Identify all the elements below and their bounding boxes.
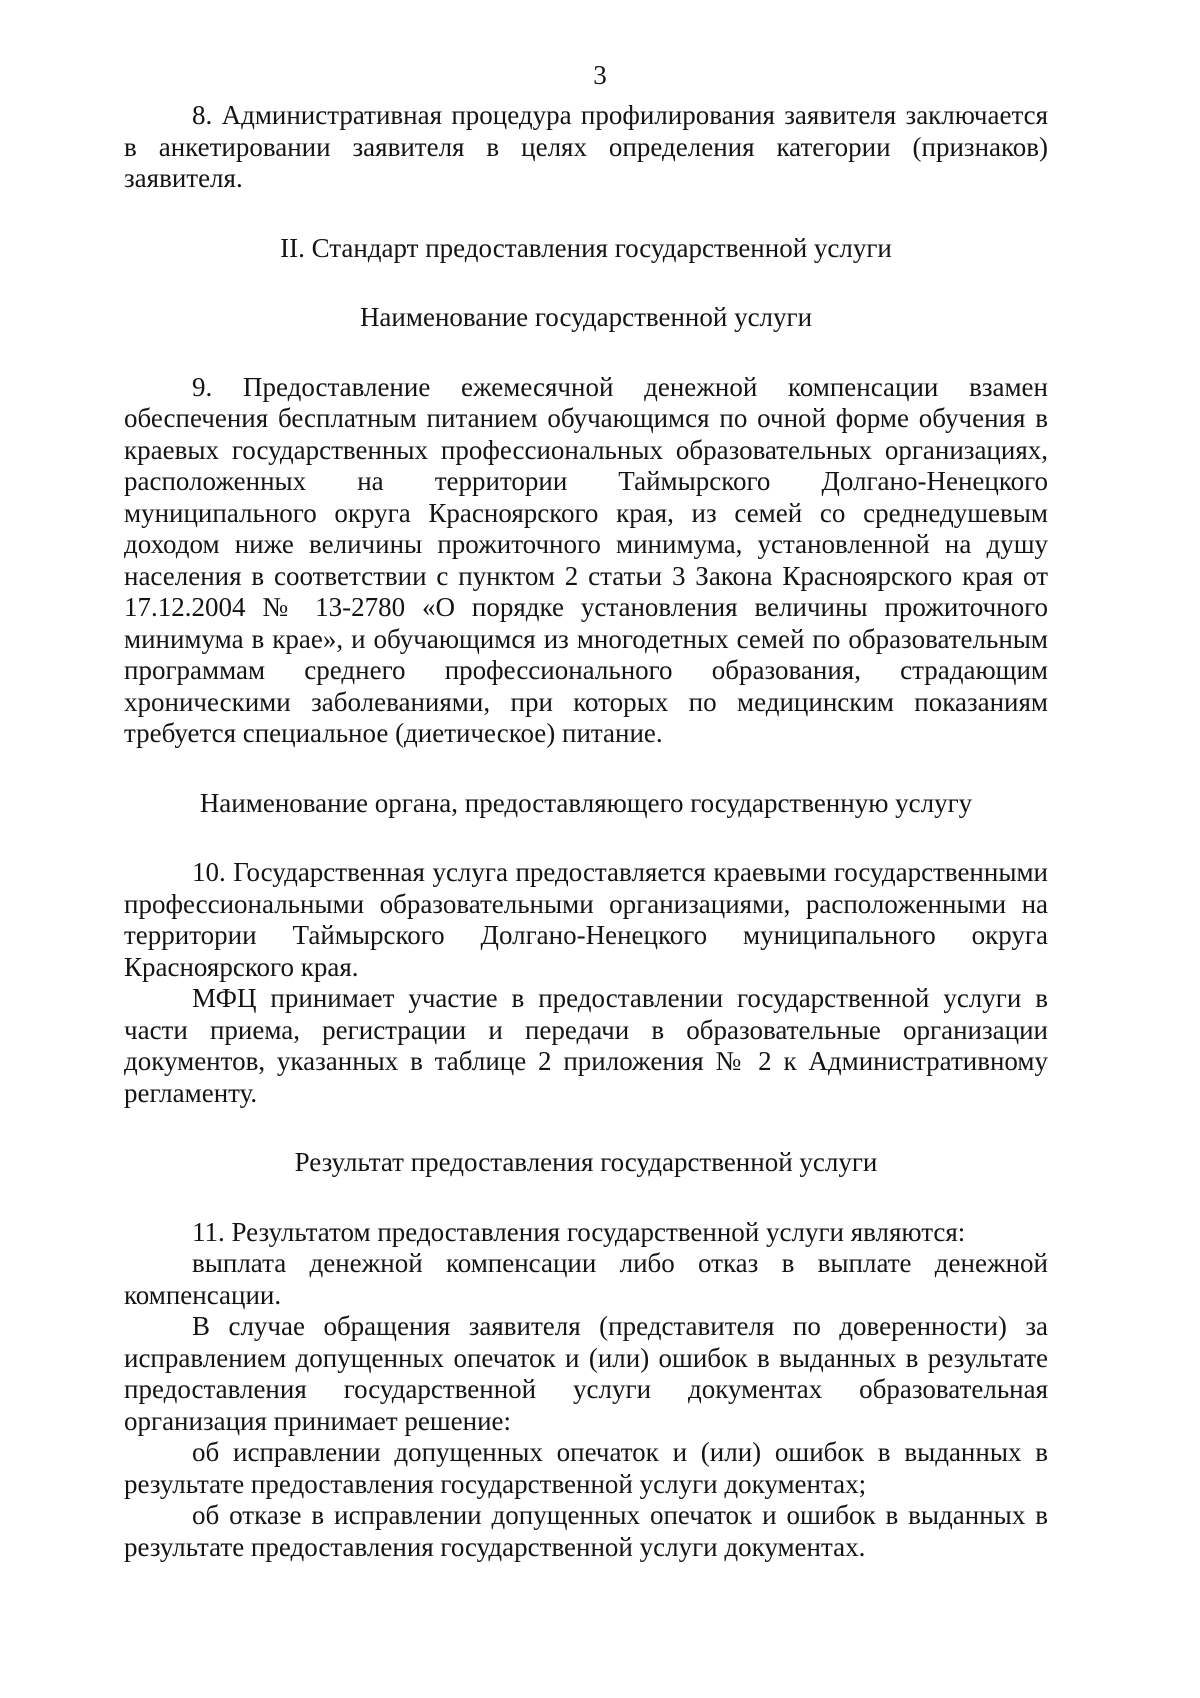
document-body — [124, 100, 1048, 1563]
heading-service-organ: Наименование органа, предоставляющего государственную услугу — [199, 787, 973, 818]
paragraph-11-payment: выплата денежной компенсации либо отказ в выплате денежной компенсации. — [124, 1248, 1048, 1310]
paragraph-11-decision-refuse: об отказе в исправлении допущенных опечаток и ошибок в выданных в результате предоставления государственной услуги документах. — [124, 1500, 1048, 1562]
paragraph-11-decision-fix: об исправлении допущенных опечаток и (или) ошибок в выданных в результате предоставления государственной услуги документах; — [124, 1437, 1048, 1499]
paragraph-9: 9. Предоставление ежемесячной денежной компенсации взамен обеспечения бесплатным питанием обучающимся по очной форме обучения в краевых государственных профессиональных образовательных организациях, расположенных на территории Таймырского Долгано-Ненецкого муниципального округа Красноярского края, из семей со среднедушевым доходом ниже величины прожиточного минимума, установленной на душу населения в соответствии с пунктом 2 статьи 3 Закона Красноярского края от 17.12.2004 № 13-2780 «О порядке установления величины прожиточного минимума в крае», и обучающимся из многодетных семей по образовательным программам среднего профессионального образования, страдающим хроническими заболеваниями, при которых по медицинским показаниям требуется специальное (диетическое) питание. — [124, 371, 1048, 748]
heading-service-name: Наименование государственной услуги — [359, 302, 813, 332]
paragraph-10-mfc: МФЦ принимает участие в предоставлении государственной услуги в части приема, регистрации и передачи в образовательные организации документов, указанных в таблице 2 приложения № 2 к Административному регламенту. — [124, 983, 1048, 1108]
heading-service-result: Результат предоставления государственной услуги — [294, 1147, 878, 1177]
paragraph-8: 8. Административная процедура профилирования заявителя заключается в анкетировании заявителя в целях определения категории (признаков) заявителя. — [124, 100, 1048, 193]
page-number: 3 — [593, 60, 607, 90]
paragraph-11: 11. Результатом предоставления государственной услуги являются: — [192, 1216, 966, 1247]
paragraph-10: 10. Государственная услуга предоставляется краевыми государственными профессиональными образовательными организациями, расположенными на территории Таймырского Долгано-Ненецкого муниципального округа Красноярского края. — [124, 857, 1048, 982]
paragraph-11-correction: В случае обращения заявителя (представителя по доверенности) за исправлением допущенных опечаток и (или) ошибок в выданных в результате предоставления государственной услуги документах образовательная организация принимает решение: — [124, 1311, 1048, 1436]
section-title: II. Стандарт предоставления государственной услуги — [280, 232, 892, 263]
